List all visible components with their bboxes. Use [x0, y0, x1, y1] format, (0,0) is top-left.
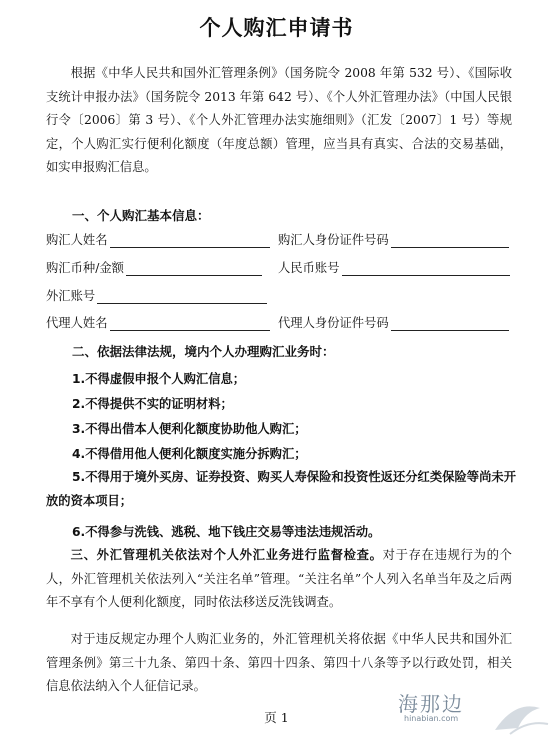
watermark-text: 海那边 [398, 692, 464, 716]
section3-paragraph [46, 544, 512, 615]
rule-item-5: 5.不得用于境外买房、证券投资、购买人寿保险和投资性返还分红类保险等尚未开放的资本项目； [46, 470, 516, 508]
buyer-name-line[interactable] [110, 233, 270, 248]
currency-amount-field[interactable]: 购汇币种/金额 [46, 256, 262, 276]
watermark-url: hinabian.com [404, 714, 459, 723]
field-row-2 [46, 256, 516, 276]
section3-heading: 三、外汇管理机关依法对个人外汇业务进行监督检查。 [70, 548, 383, 562]
fx-account-field[interactable]: 外汇账号 [46, 284, 267, 304]
rule-item-2: 2.不得提供不实的证明材料； [72, 397, 233, 411]
agent-name-field[interactable]: 代理人姓名 [46, 311, 270, 331]
buyer-id-field[interactable]: 购汇人身份证件号码 [278, 228, 509, 248]
agent-id-field[interactable]: 代理人身份证件号码 [278, 311, 509, 331]
rule-item-6: 6.不得参与洗钱、逃税、地下钱庄交易等违法违规活动。 [72, 525, 381, 539]
penalty-paragraph: 对于违反规定办理个人购汇业务的，外汇管理机关将依据《中华人民共和国外汇管理条例》第三十九条、第四十条、第四十四条、第四十八条等予以行政处罚，相关信息依法纳入个人征信记录。 [46, 632, 512, 693]
section1-heading: 一、个人购汇基本信息： [72, 208, 210, 223]
fx-account-line[interactable] [97, 289, 267, 304]
buyer-id-line[interactable] [391, 233, 509, 248]
field-row-3 [46, 284, 516, 304]
buyer-name-field[interactable]: 购汇人姓名 [46, 228, 270, 248]
intro-paragraph: 根据《中华人民共和国外汇管理条例》（国务院令 2008 年第 532 号）、《国际收支统计申报办法》（国务院令 2013 年第 642 号）、《个人外汇管理办法》（中国人民银行令〔2006〕第 3 号）、《个人外汇管理办法实施细则》（汇发〔2007〕1 号）等规定，个人购汇实行便利化额度（年度总额）管理，应当具有真实、合法的交易基础，如实申报购汇信息。 [46, 66, 512, 174]
rule-item-3: 3.不得出借本人便利化额度协助他人购汇； [72, 422, 307, 436]
section3-text: 对于存在违规行为的个人，外汇管理机关依法列入“关注名单”管理。“关注名单”个人列入名单当年及之后两年不享有个人便利化额度，同时依法移送反洗钱调查。 [46, 548, 512, 609]
rule-item-1: 1.不得虚假申报个人购汇信息； [72, 372, 246, 386]
rule-item-4: 4.不得借用他人便利化额度实施分拆购汇； [72, 447, 307, 461]
section2-heading: 二、依据法律法规，境内个人办理购汇业务时： [72, 344, 335, 359]
currency-amount-line[interactable] [126, 261, 262, 276]
rmb-account-line[interactable] [342, 261, 510, 276]
agent-id-line[interactable] [391, 316, 509, 331]
page-title: 个人购汇申请书 [199, 16, 354, 40]
field-row-1 [46, 228, 516, 248]
page-number: 页 1 [264, 710, 289, 725]
agent-name-line[interactable] [110, 316, 270, 331]
rmb-account-field[interactable]: 人民币账号 [278, 256, 510, 276]
field-row-4 [46, 311, 516, 331]
